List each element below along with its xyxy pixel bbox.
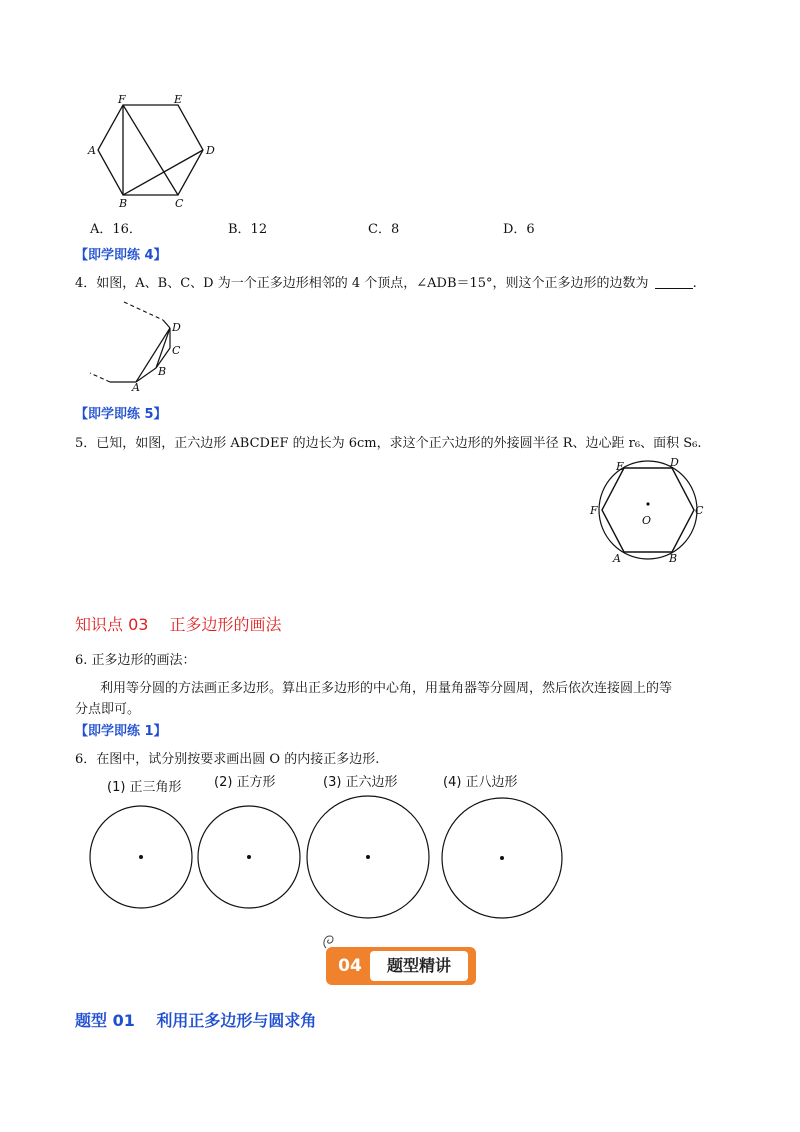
circle-label-3: (3) 正六边形 bbox=[323, 775, 398, 790]
choice-b: B．12 bbox=[228, 222, 268, 237]
practice-heading-4: 【即学即练 4】 bbox=[75, 248, 167, 263]
svg-text:E: E bbox=[616, 460, 625, 473]
vertex-label: D bbox=[206, 144, 215, 157]
svg-text:B: B bbox=[158, 365, 167, 378]
section-badge bbox=[326, 947, 476, 985]
circle-2-center bbox=[247, 855, 251, 859]
question-6: 6．在图中，试分别按要求画出圆 O 的内接正多边形. bbox=[75, 752, 380, 767]
vertex-label: A bbox=[88, 144, 96, 157]
choice-d: D．6 bbox=[503, 222, 535, 237]
choice-c: C．8 bbox=[368, 222, 400, 237]
hexagon-circle-figure-q5 bbox=[588, 454, 710, 566]
item-6-line1: 6. 正多边形的画法： bbox=[75, 653, 196, 668]
segment-fc bbox=[123, 105, 178, 195]
badge-number: 04 bbox=[338, 956, 362, 976]
polygon-fragment-figure-q4 bbox=[88, 300, 198, 392]
circle-1-center bbox=[139, 855, 143, 859]
svg-text:B: B bbox=[669, 552, 678, 565]
section-heading: 题型 01 利用正多边形与圆求角 bbox=[75, 1011, 317, 1030]
svg-text:A: A bbox=[132, 381, 140, 392]
circle-label-2: (2) 正方形 bbox=[214, 775, 276, 790]
knowledge-heading: 知识点 03 正多边形的画法 bbox=[75, 615, 282, 634]
practice-heading-1: 【即学即练 1】 bbox=[75, 724, 167, 739]
circle-label-4: (4) 正八边形 bbox=[443, 775, 518, 790]
svg-text:F: F bbox=[590, 504, 598, 517]
svg-text:D: D bbox=[172, 321, 181, 334]
circle-4-center bbox=[500, 856, 504, 860]
hexagon-figure-q3 bbox=[85, 90, 225, 215]
svg-text:D: D bbox=[670, 456, 679, 469]
item-6-line2: 利用等分圆的方法画正多边形。算出正多边形的中心角，用量角器等分圆周，然后依次连接圆上的等 bbox=[100, 681, 673, 696]
circles-figure bbox=[85, 790, 575, 930]
vertex-label: C bbox=[175, 197, 184, 210]
choice-a: A．16． bbox=[90, 222, 142, 237]
answer-blank bbox=[655, 288, 693, 289]
item-6-line3: 分点即可。 bbox=[75, 702, 141, 717]
circle-label-1: (1) 正三角形 bbox=[107, 780, 182, 795]
badge-text: 题型精讲 bbox=[370, 951, 468, 981]
svg-text:C: C bbox=[172, 344, 181, 357]
practice-heading-5: 【即学即练 5】 bbox=[75, 407, 167, 422]
vertex-label: F bbox=[118, 93, 126, 106]
vertex-label: E bbox=[174, 93, 183, 106]
svg-text:C: C bbox=[695, 504, 704, 517]
svg-text:O: O bbox=[642, 514, 652, 527]
circle-3-center bbox=[366, 855, 370, 859]
question-5: 5．已知，如图，正六边形 ABCDEF 的边长为 6cm，求这个正六边形的外接圆半径 R、边心距 r₆、面积 S₆. bbox=[75, 436, 702, 451]
question-4: 4．如图，A、B、C、D 为一个正多边形相邻的 4 个顶点，∠ADB＝15°，则这个正多边形的边数为 . bbox=[75, 276, 697, 291]
vertex-label: B bbox=[119, 197, 128, 210]
svg-text:A: A bbox=[613, 552, 621, 565]
